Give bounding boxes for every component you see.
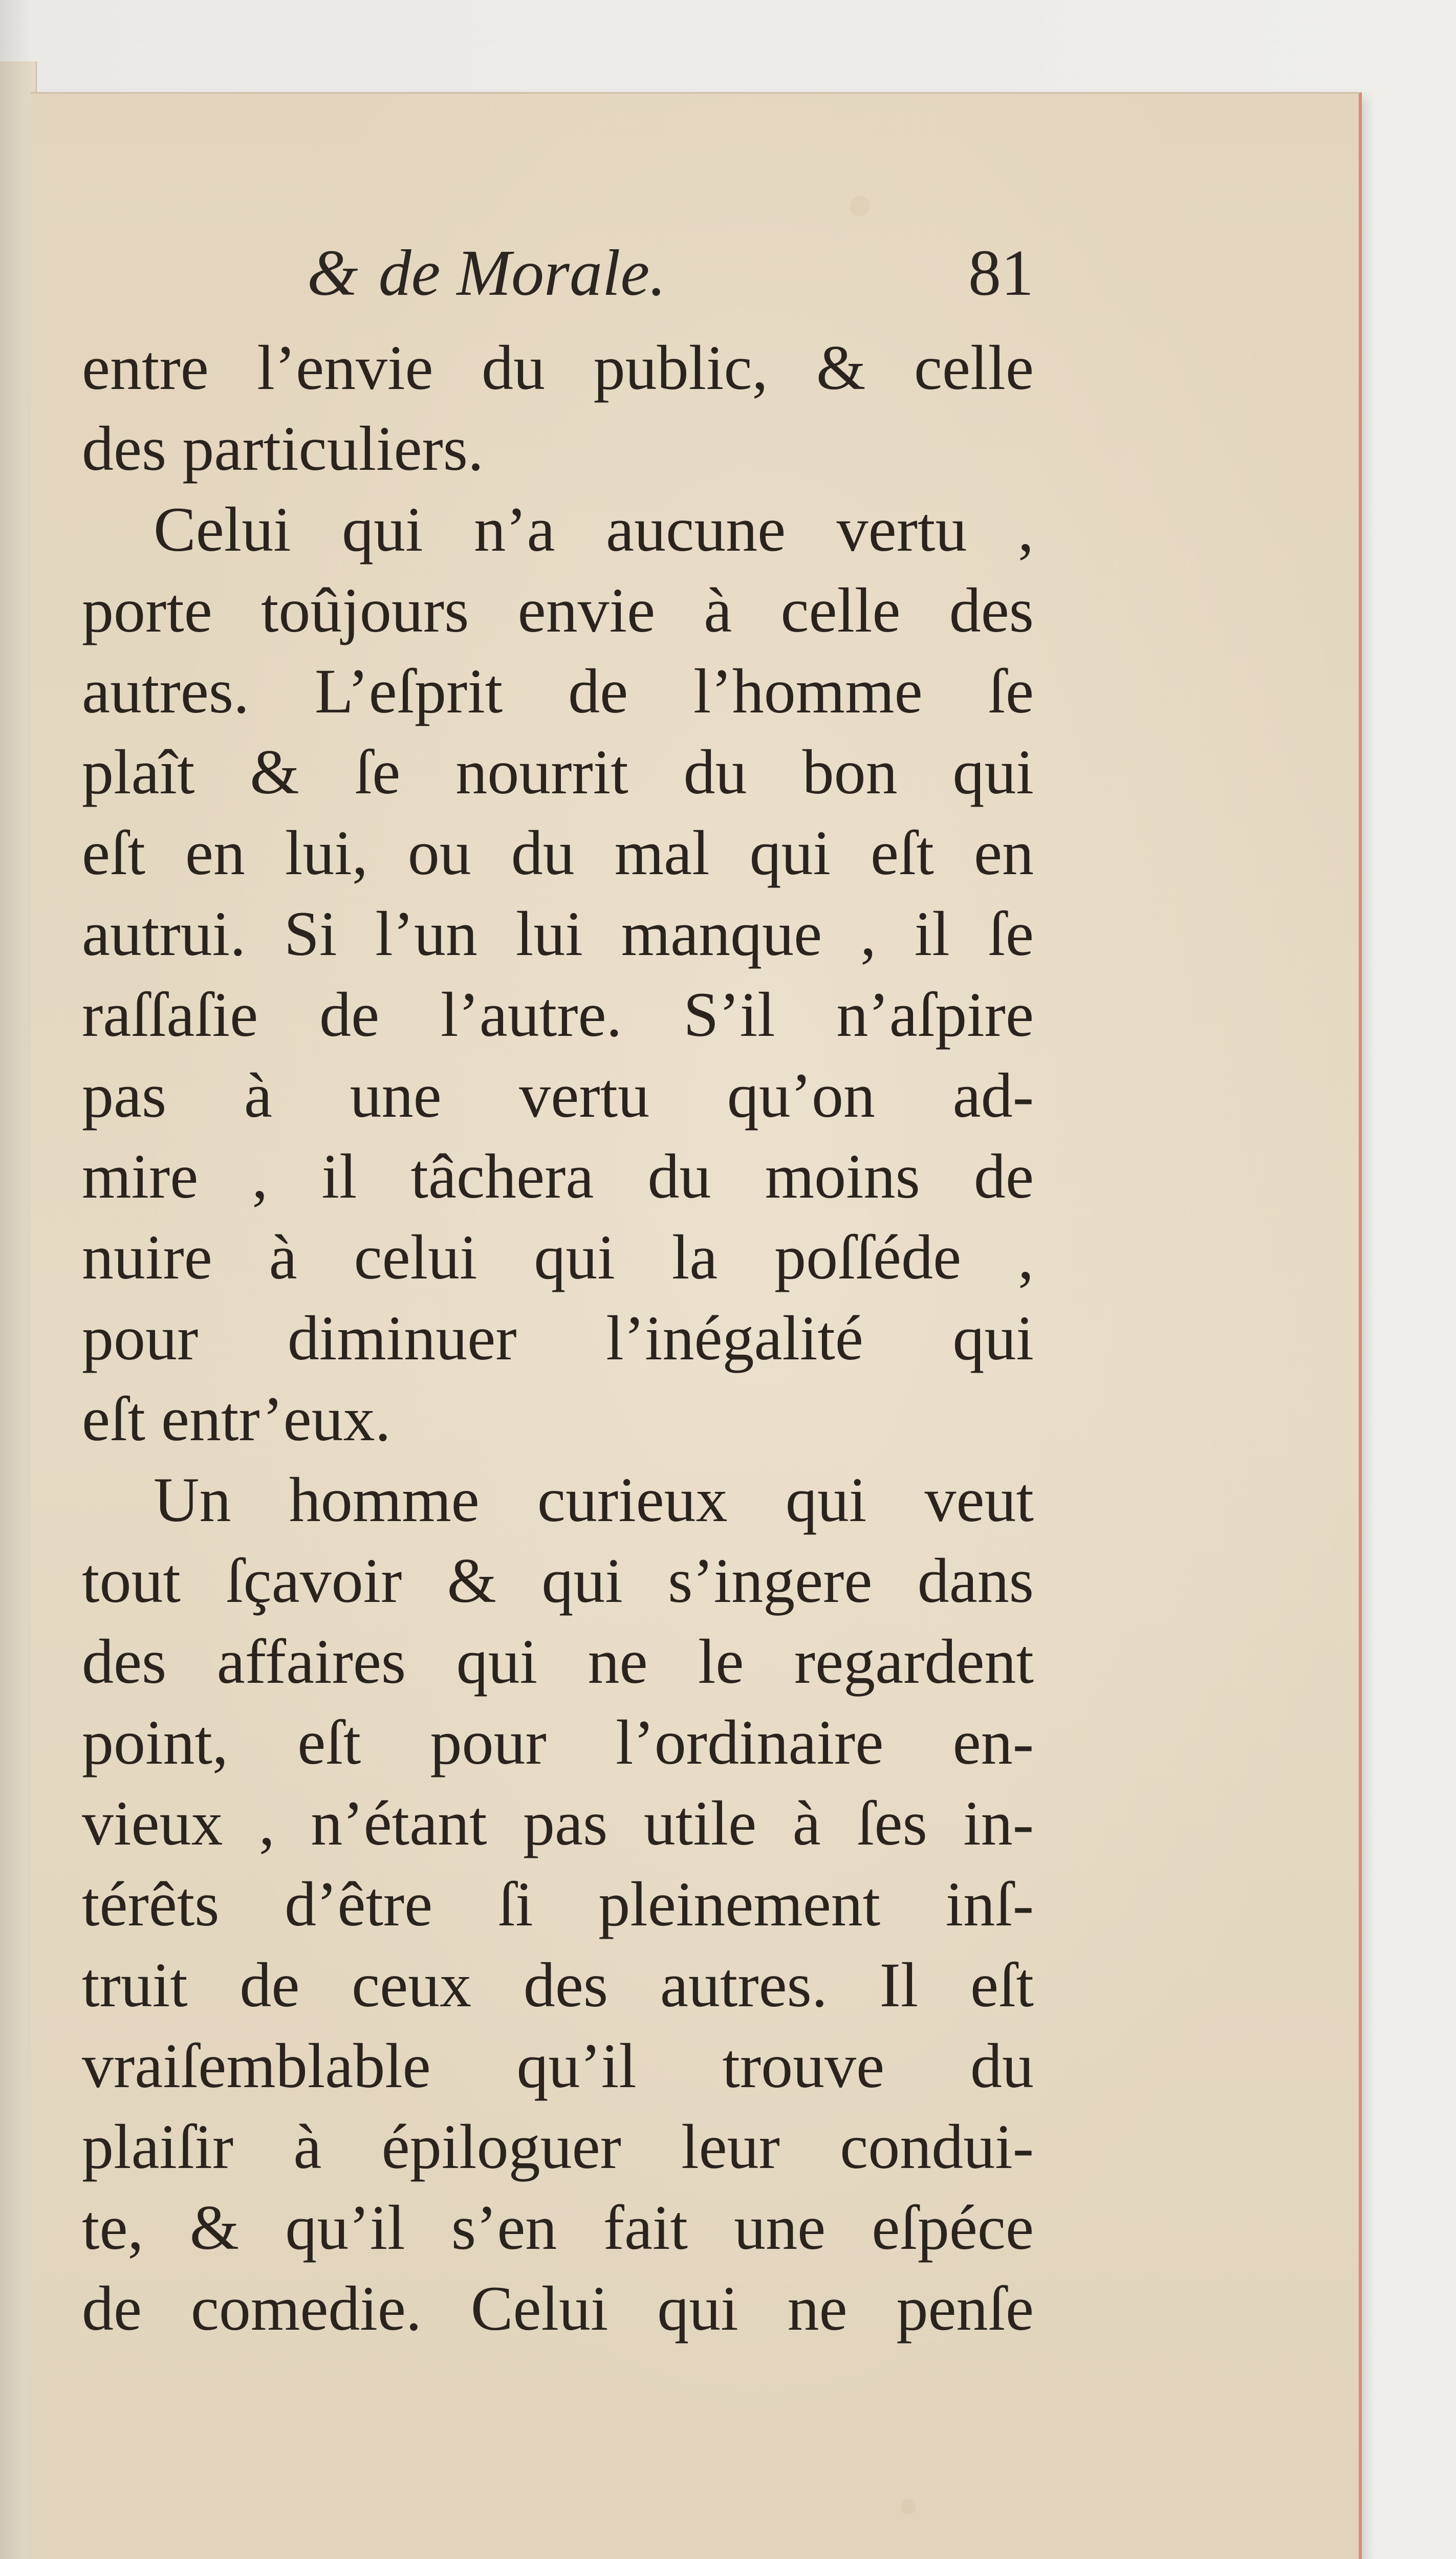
running-title-text: de Morale.: [378, 236, 666, 309]
text-line: pour diminuer l’inégalité qui: [82, 1303, 1034, 1373]
page-number: 81: [968, 236, 1034, 309]
body-text: [82, 328, 1034, 2349]
text-line: des particuliers.: [82, 414, 484, 484]
running-title-ampersand: &: [307, 236, 358, 309]
text-line: des affaires qui ne le regardent: [82, 1627, 1034, 1697]
running-title: [307, 235, 666, 311]
text-line: Un homme curieux qui veut: [154, 1465, 1034, 1535]
text-line: tout ſçavoir & qui s’ingere dans: [82, 1546, 1034, 1616]
text-line: entre l’envie du public, & celle: [82, 333, 1034, 403]
text-line: point, eſt pour l’ordinaire en-: [82, 1707, 1034, 1777]
text-line: eſt entr’eux.: [82, 1384, 391, 1454]
text-line: mire , il tâchera du moins de: [82, 1141, 1034, 1211]
text-line: porte toûjours envie à celle des: [82, 575, 1034, 645]
text-line: pas à une vertu qu’on ad-: [82, 1060, 1034, 1131]
text-line: te, & qu’il s’en fait une eſpéce: [82, 2193, 1034, 2263]
text-line: plaiſir à épiloguer leur condui-: [82, 2112, 1034, 2182]
text-line: de comedie. Celui qui ne penſe: [82, 2273, 1034, 2344]
text-line: nuire à celui qui la poſſéde ,: [82, 1222, 1034, 1292]
text-line: autres. L’eſprit de l’homme ſe: [82, 656, 1034, 726]
text-line: vieux , n’étant pas utile à ſes in-: [82, 1788, 1034, 1858]
text-line: autrui. Si l’un lui manque , il ſe: [82, 899, 1034, 969]
text-line: térêts d’être ſi pleinement inſ-: [82, 1869, 1034, 1939]
text-line: eſt en lui, ou du mal qui eſt en: [82, 818, 1034, 888]
text-line: Celui qui n’a aucune vertu ,: [154, 494, 1034, 565]
text-line: raſſaſie de l’autre. S’il n’aſpire: [82, 980, 1034, 1050]
page-content: [31, 92, 1054, 2559]
text-line: truit de ceux des autres. Il eſt: [82, 1950, 1034, 2020]
text-line: vraiſemblable qu’il trouve du: [82, 2031, 1034, 2101]
running-head: [82, 230, 1034, 322]
text-line: plaît & ſe nourrit du bon qui: [82, 737, 1034, 807]
